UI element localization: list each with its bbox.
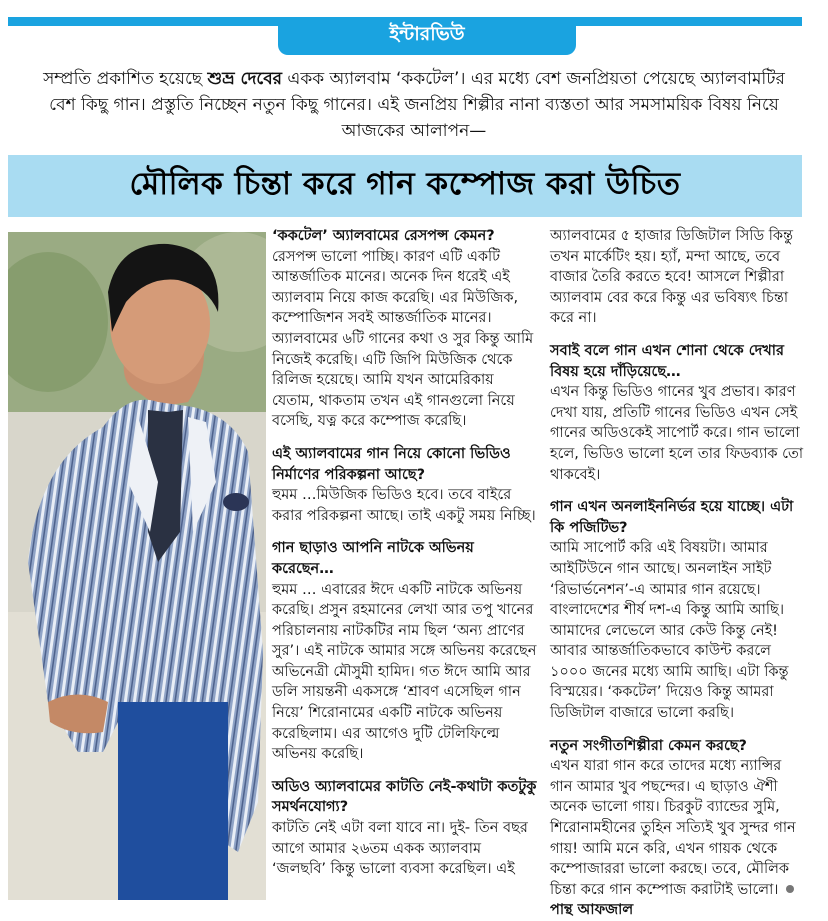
question-1: ‘ককটেল’ অ্যালবামের রেসপন্স কেমন? <box>272 228 495 244</box>
answer-5: এখন কিন্তু ভিডিও গানের খুব প্রভাব। কারণ দেখা যায়, প্রতিটি গানের ভিডিও এখন সেই গানের অডিওকেই সাপোর্ট করে। গান ভালো হলে, ভিডিও ভালো হলে তার ফিডব্যাক তো থাকবেই। <box>550 384 804 483</box>
question-3: গান ছাড়াও আপনি নাটকে অভিনয় করেছেন… <box>272 540 474 577</box>
answer-3: হুমম … এবারের ঈদে একটি নাটকে অভিনয় করেছি। প্রসুন রহমানের লেখা আর তপু খানের পরিচালনায় নাটকটির নাম ছিল ‘অন্য প্রাণের সুর’। এই নাটকে আমার সঙ্গে অভিনয় করেছেন অভিনেত্রী মৌসুমী হামিদ। গত ঈদে আমি আর ডলি সায়ন্তনী একসঙ্গে ‘শ্রাবণ এসেছিল গান নিয়ে’ শিরোনামের একটি নাটকে অভিনয় করেছিলাম। এর আগেও দুটি টেলিফিল্মে অভিনয় করেছি। <box>272 581 537 763</box>
artist-name: শুভ্র দেবের <box>207 69 283 89</box>
headline-band <box>8 155 802 217</box>
artist-photo <box>8 232 266 900</box>
intro-text-2: একক অ্যালবাম ‘ককটেল’। এর মধ্যে বেশ জনপ্রিয়তা পেয়েছে অ্যালবামটির বেশ কিছু গান। প্রস্তুতি নিচ্ছেন নতুন কিছু গানের। এই জনপ্রিয় শিল্পীর নানা ব্যস্ততা আর সমসাময়িক বিষয় নিয়ে আজকের আলাপন— <box>49 69 785 141</box>
article-column-2 <box>550 226 804 921</box>
answer-4-continued: অ্যালবামের ৫ হাজার ডিজিটাল সিডি কিন্তু তখন মার্কেটিং হয়। হ্যাঁ, মন্দা আছে, তবে বাজার তৈরি করতে হবে! আসলে শিল্পীরা অ্যালবাম বের করে কিন্তু এর ভবিষ্যৎ চিন্তা করে না। <box>550 228 794 327</box>
answer-6: আমি সাপোর্ট করি এই বিষয়টা। আমার আইটিউনে গান আছে। অনলাইন সাইট ‘রিভার্ভনেশন’-এ আমার গান রয়েছে। বাংলাদেশের শীর্ষ দশ-এ কিন্তু আমি আছি। আমাদের লেভেলে আর কেউ কিন্তু নেই! আবার আন্তর্জাতিকভাবে কাউন্ট করলে ১০০০ জনের মধ্যে আমি আছি। এটা কিন্তু বিস্ময়ের। ‘ককটেল’ দিয়েও কিন্তু আমরা ডিজিটাল বাজারে ভালো করছি। <box>550 540 789 722</box>
question-2: এই অ্যালবামের গান নিয়ে কোনো ভিডিও নির্মাণের পরিকল্পনা আছে? <box>272 445 511 483</box>
byline: পান্থ আফজাল <box>550 902 634 919</box>
answer-7-text: এখন যারা গান করে তাদের মধ্যে ন্যান্সির গান আমার খুব পছন্দের। এ ছাড়াও ঐশী অনেক ভালো গায়। চিরকুট ব্যান্ডের সুমি, শিরোনামহীনের তুহিন সত্যিই খুব সুন্দর গান গায়! আমি মনে করি, এখন গায়ক থেকে কম্পোজাররা ভালো করছে। তবে, মৌলিক চিন্তা করে গান কম্পোজ করাটাই ভালো। <box>550 758 796 898</box>
answer-7 <box>550 756 804 921</box>
intro-paragraph <box>40 66 788 144</box>
question-4: অডিও অ্যালবামের কাটতি নেই-কথাটা কতটুকু সমর্থনযোগ্য? <box>272 778 537 816</box>
portrait-illustration <box>8 232 266 900</box>
question-7: নতুন সংগীতশিল্পীরা কেমন করছে? <box>550 737 747 754</box>
question-6: গান এখন অনলাইননির্ভর হয়ে যাচ্ছে। এটা কি পজিটিভ? <box>550 499 794 536</box>
answer-4: কাটতি নেই এটা বলা যাবে না। দুই- তিন বছর আগে আমার ২৬তম একক অ্যালবাম ‘জলছবি’ কিন্তু ভালো ব্যবসা করেছিল। এই <box>272 820 528 878</box>
headline: মৌলিক চিন্তা করে গান কম্পোজ করা উচিত <box>129 166 681 202</box>
intro-text-1: সম্প্রতি প্রকাশিত হয়েছে <box>43 69 208 89</box>
article-column-1 <box>272 226 537 892</box>
question-5: সবাই বলে গান এখন শোনা থেকে দেখার বিষয় হয়ে দাঁড়িয়েছে… <box>550 342 784 380</box>
section-label: ইন্টারভিউ <box>278 17 576 55</box>
answer-1: রেসপন্স ভালো পাচ্ছি। কারণ এটি একটি আন্তর্জাতিক মানের। অনেক দিন ধরেই এই অ্যালবাম নিয়ে কাজ করেছি। এর মিউজিক, কম্পোজিশন সবই আন্তর্জাতিক মানের। অ্যালবামের ৬টি গানের কথা ও সুর কিন্তু আমি নিজেই করেছি। এটি জিপি মিউজিক থেকে রিলিজ হয়েছে। আমি যখন আমেরিকায় যেতাম, থাকতাম তখন এই গানগুলো নিয়ে বসেছি, যত্ন করে কম্পোজ করেছি। <box>272 248 534 430</box>
bullet-dot-icon <box>786 885 794 893</box>
answer-2: হুমম …মিউজিক ভিডিও হবে। তবে বাইরে করার পরিকল্পনা আছে। তাই একটু সময় নিচ্ছি। <box>272 487 536 524</box>
